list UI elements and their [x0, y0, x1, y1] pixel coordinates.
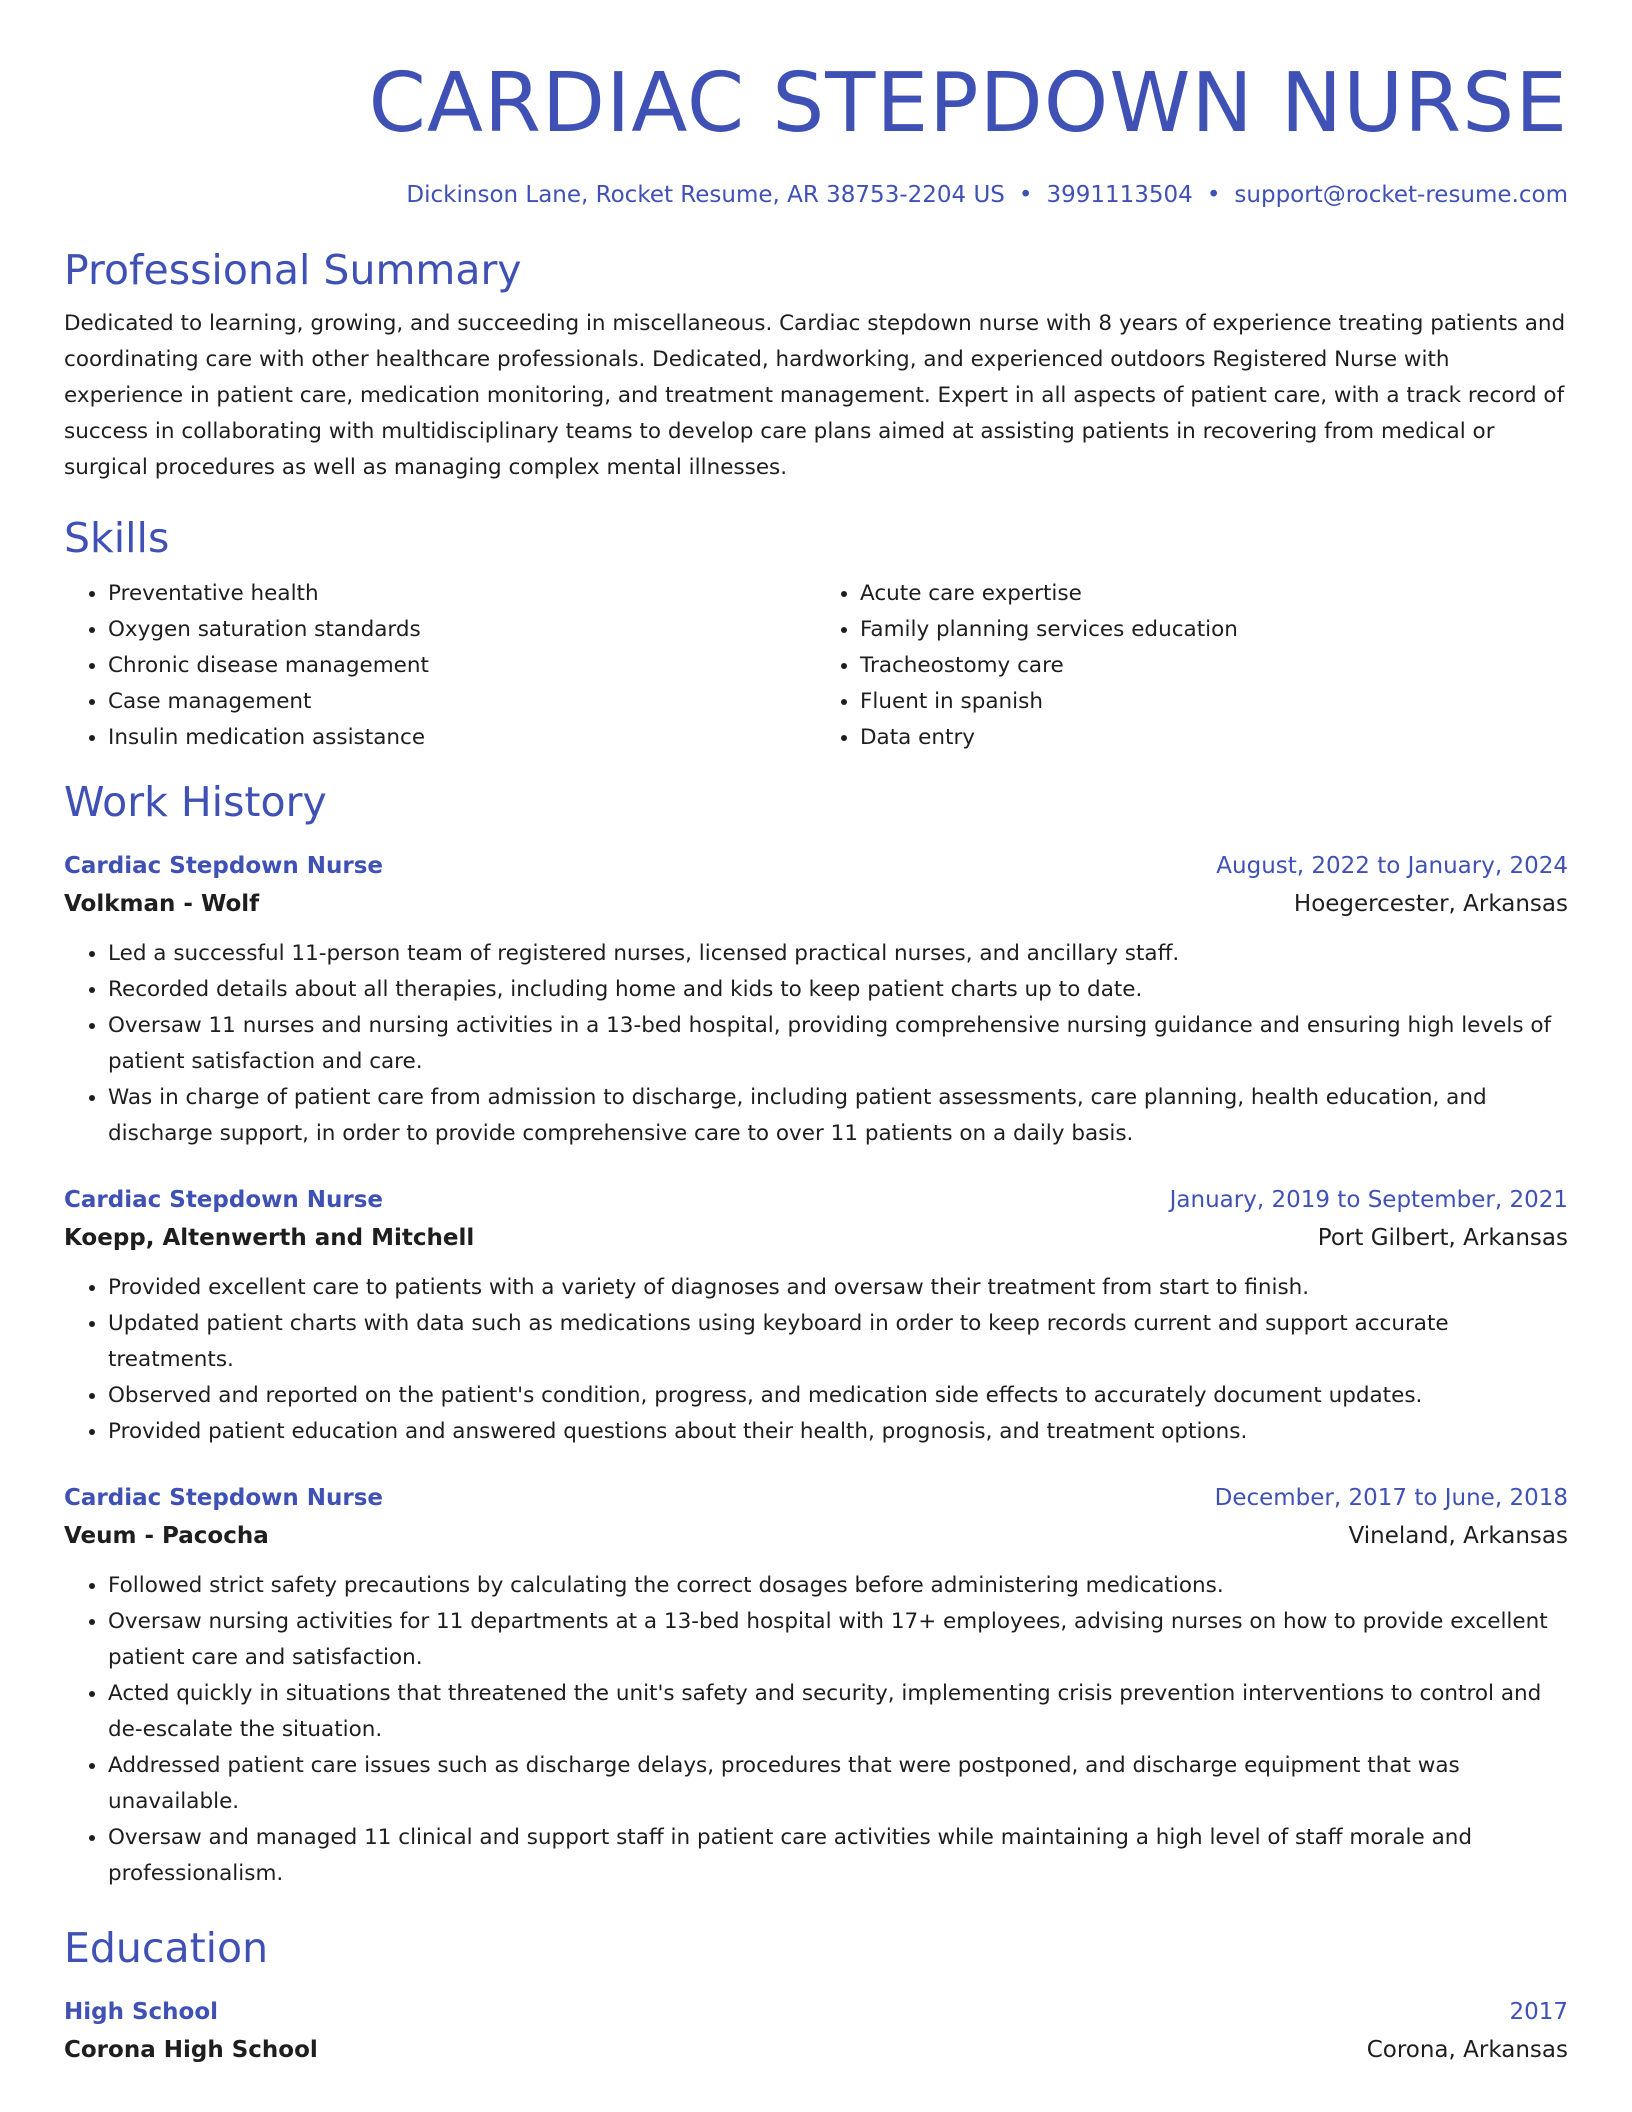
job-duty: • Was in charge of patient care from admission to discharge, including patient assessments, care planning, health education, and discharge support, in order to provide comprehensive care to over 11 patients on a daily basis. [108, 1080, 1568, 1152]
job-title-row [64, 1182, 1568, 1218]
job-duties [64, 1568, 1568, 1892]
skills-list-left [64, 576, 816, 756]
job-company-row [64, 1218, 1568, 1258]
job-duties [64, 936, 1568, 1152]
education-year: 2017 [1509, 1999, 1568, 2025]
skills-grid [64, 576, 1568, 756]
skill-item: • Fluent in spanish [860, 684, 1568, 720]
job-entry [64, 1480, 1568, 1892]
skill-item: • Insulin medication assistance [108, 720, 816, 756]
job-duty: • Addressed patient care issues such as discharge delays, procedures that were postponed, and discharge equipment that was unavailable. [108, 1748, 1568, 1820]
job-entry [64, 848, 1568, 1152]
job-duty: • Provided patient education and answered questions about their health, prognosis, and treatment options. [108, 1414, 1568, 1450]
summary-heading: Professional Summary [64, 246, 522, 294]
skill-item: • Data entry [860, 720, 1568, 756]
job-location: Vineland, Arkansas [1348, 1523, 1568, 1549]
job-company: Volkman - Wolf [64, 891, 260, 917]
job-duty: • Provided excellent care to patients with a variety of diagnoses and oversaw their treatment from start to finish. [108, 1270, 1568, 1306]
education-section [64, 1922, 1568, 2070]
skill-item: • Case management [108, 684, 816, 720]
job-duty: • Followed strict safety precautions by calculating the correct dosages before administering medications. [108, 1568, 1568, 1604]
skills-heading: Skills [64, 514, 170, 562]
skill-item: • Acute care expertise [860, 576, 1568, 612]
job-duty: • Oversaw and managed 11 clinical and support staff in patient care activities while maintaining a high level of staff morale and professionalism. [108, 1820, 1568, 1892]
job-entry [64, 1182, 1568, 1450]
candidate-name: CARDIAC STEPDOWN NURSE [368, 56, 1568, 151]
skills-list-right [816, 576, 1568, 756]
job-company-row [64, 1516, 1568, 1556]
job-location: Hoegercester, Arkansas [1293, 891, 1568, 917]
job-dates: August, 2022 to January, 2024 [1216, 853, 1568, 879]
skill-item: • Preventative health [108, 576, 816, 612]
job-company: Veum - Pacocha [64, 1523, 269, 1549]
skill-item: • Tracheostomy care [860, 648, 1568, 684]
job-company-row [64, 884, 1568, 924]
job-location: Port Gilbert, Arkansas [1317, 1225, 1568, 1251]
job-dates: January, 2019 to September, 2021 [1169, 1187, 1568, 1213]
skill-item: • Family planning services education [860, 612, 1568, 648]
job-duty: • Updated patient charts with data such as medications using keyboard in order to keep records current and support accurate treatments. [108, 1306, 1568, 1378]
education-location: Corona, Arkansas [1366, 2037, 1568, 2063]
contact-line [64, 180, 1568, 210]
skill-item: • Chronic disease management [108, 648, 816, 684]
summary-section [64, 244, 1568, 486]
education-degree-row [64, 1994, 1568, 2030]
skill-item: • Oxygen saturation standards [108, 612, 816, 648]
education-entry [64, 1994, 1568, 2070]
job-duty: • Recorded details about all therapies, including home and kids to keep patient charts up to date. [108, 972, 1568, 1008]
summary-text: Dedicated to learning, growing, and succeeding in miscellaneous. Cardiac stepdown nurse with 8 years of experience treating patients and coordinating care with other healthcare professionals. Dedicated, hardworking, and experienced outdoors Registered Nurse with experience in patient care, medication monitoring, and treatment management. Expert in all aspects of patient care, with a track record of success in collaborating with multidisciplinary teams to develop care plans aimed at assisting patients in recovering from medical or surgical procedures as well as managing complex mental illnesses. [64, 311, 1566, 480]
job-title: Cardiac Stepdown Nurse [64, 1485, 384, 1511]
contact-separator: • [1018, 182, 1033, 208]
job-duty: • Observed and reported on the patient's condition, progress, and medication side effects to accurately document updates. [108, 1378, 1568, 1414]
phone: 3991113504 [1046, 182, 1193, 208]
work-history-heading: Work History [64, 778, 327, 826]
job-title: Cardiac Stepdown Nurse [64, 853, 384, 879]
contact-separator: • [1206, 182, 1221, 208]
education-heading: Education [64, 1924, 269, 1972]
education-degree: High School [64, 1999, 219, 2025]
skills-section [64, 512, 1568, 756]
education-school-row [64, 2030, 1568, 2070]
job-company: Koepp, Altenwerth and Mitchell [64, 1225, 475, 1251]
job-title: Cardiac Stepdown Nurse [64, 1187, 384, 1213]
job-duties [64, 1270, 1568, 1450]
job-duty: • Led a successful 11-person team of registered nurses, licensed practical nurses, and ancillary staff. [108, 936, 1568, 972]
job-title-row [64, 1480, 1568, 1516]
work-history-section [64, 776, 1568, 1892]
job-duty: • Oversaw nursing activities for 11 departments at a 13-bed hospital with 17+ employees, advising nurses on how to provide excellent patient care and satisfaction. [108, 1604, 1568, 1676]
job-duty: • Oversaw 11 nurses and nursing activities in a 13-bed hospital, providing comprehensive nursing guidance and ensuring high levels of patient satisfaction and care. [108, 1008, 1568, 1080]
job-duty: • Acted quickly in situations that threatened the unit's safety and security, implementing crisis prevention interventions to control and de-escalate the situation. [108, 1676, 1568, 1748]
resume-header [64, 54, 1568, 210]
job-dates: December, 2017 to June, 2018 [1214, 1485, 1568, 1511]
education-school: Corona High School [64, 2037, 318, 2063]
job-title-row [64, 848, 1568, 884]
email-link[interactable]: support@rocket-resume.com [1234, 182, 1568, 208]
address: Dickinson Lane, Rocket Resume, AR 38753-2204 US [406, 182, 1005, 208]
